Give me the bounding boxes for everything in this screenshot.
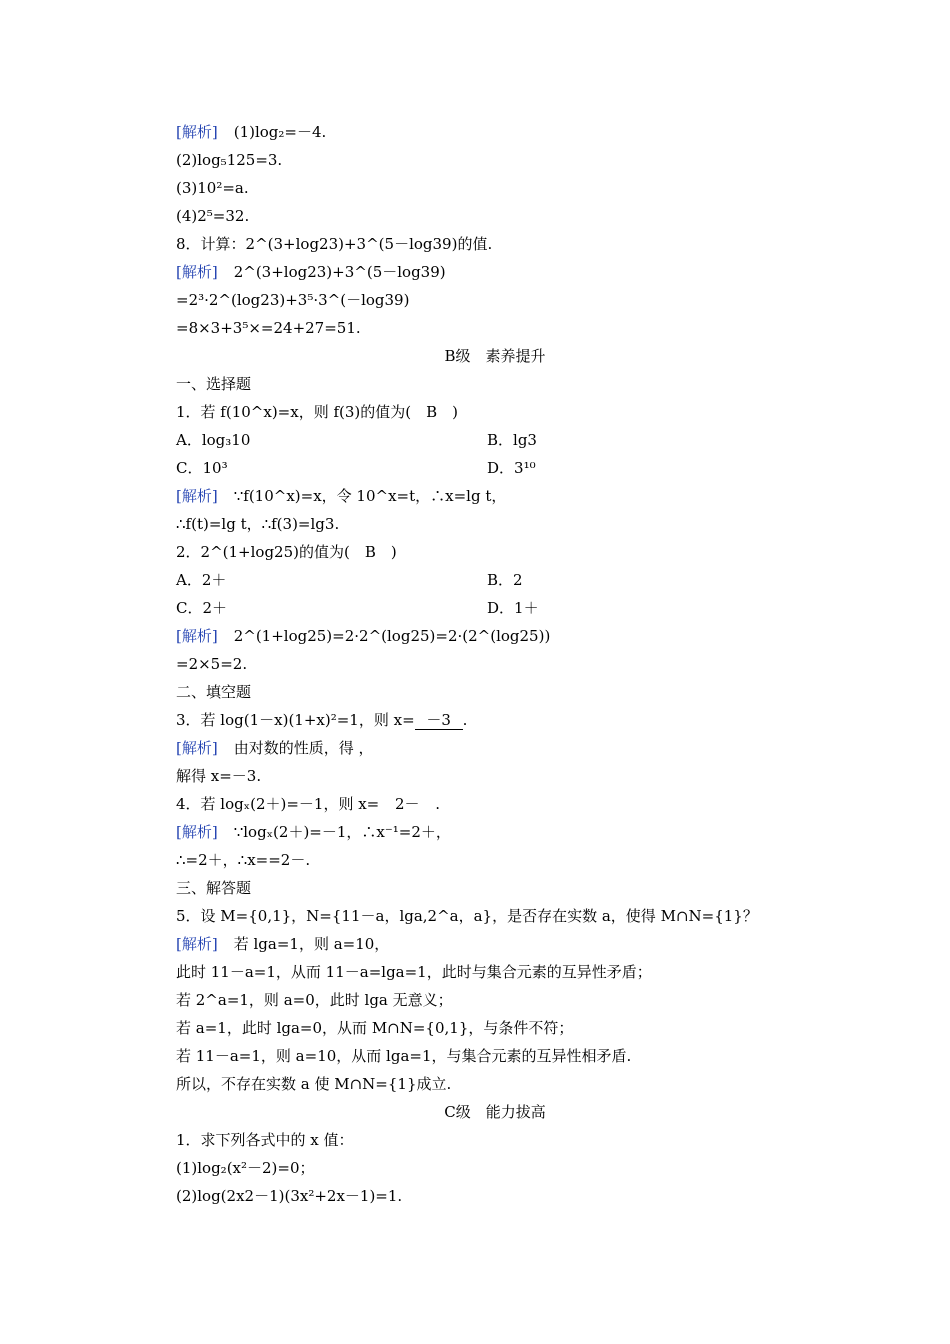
option-row	[176, 427, 537, 453]
subsection-heading: 三、解答题	[176, 879, 252, 897]
solution-line: 若 11－a=1，则 a=10，从而 lga=1，与集合元素的互异性相矛盾.	[176, 1047, 632, 1065]
solution-line: 所以，不存在实数 a 使 M∩N={1}成立.	[176, 1075, 452, 1093]
option-c: C．10³	[176, 459, 228, 477]
question-c1: 1．求下列各式中的 x 值：	[176, 1131, 354, 1149]
solution-tag: [解析]	[176, 627, 218, 645]
section-heading-b: B级 素养提升	[444, 347, 546, 365]
option-b: B．2	[487, 571, 523, 589]
solution-line: [解析] 由对数的性质，得 ，	[176, 739, 374, 757]
solution-line: [解析] 若 lga=1，则 a=10，	[176, 935, 390, 953]
solution-line: [解析] 2^(3+log23)+3^(5－log39)	[176, 263, 446, 281]
solution-line: (4)2⁵=32.	[176, 207, 250, 225]
answer-blank: －3	[415, 711, 463, 730]
question-8: 8．计算：2^(3+log23)+3^(5－log39)的值.	[176, 235, 493, 253]
solution-line: =2³·2^(log23)+3⁵·3^(－log39)	[176, 291, 410, 309]
section-heading-c: C级 能力拔高	[444, 1103, 546, 1121]
solution-line: [解析] ∵f(10^x)=x，令 10^x=t，∴x=lg t，	[176, 487, 507, 505]
solution-tag: [解析]	[176, 739, 218, 757]
option-d: D．1＋	[487, 599, 539, 617]
subsection-heading: 一、选择题	[176, 375, 252, 393]
solution-line: =2×5=2.	[176, 655, 248, 673]
solution-line: 此时 11－a=1，从而 11－a=lga=1，此时与集合元素的互异性矛盾；	[176, 963, 652, 981]
option-c: C．2＋	[176, 599, 228, 617]
solution-line: [解析] (1)log₂=－4.	[176, 123, 327, 141]
solution-line: 若 2^a=1，则 a=0，此时 lga 无意义；	[176, 991, 453, 1009]
solution-line: 解得 x=－3.	[176, 767, 262, 785]
question-5: 5．设 M={0,1}，N={11－a，lga,2^a，a}，是否存在实数 a，使得 M∩N={1}？	[176, 907, 758, 925]
solution-line: (3)10²=a.	[176, 179, 249, 197]
solution-line: ∴=2＋，∴x==2－.	[176, 851, 311, 869]
solution-tag: [解析]	[176, 935, 218, 953]
question-c1-part1: (1)log₂(x²－2)=0；	[176, 1159, 315, 1177]
question-2: 2．2^(1+log25)的值为( B )	[176, 543, 397, 561]
question-1: 1．若 f(10^x)=x，则 f(3)的值为( B )	[176, 403, 459, 421]
solution-line: 若 a=1，此时 lga=0，从而 M∩N={0,1}，与条件不符；	[176, 1019, 574, 1037]
solution-tag: [解析]	[176, 487, 218, 505]
solution-line: [解析] ∵logₓ(2＋)=－1，∴x⁻¹=2＋，	[176, 823, 451, 841]
option-d: D．3¹⁰	[487, 459, 536, 477]
option-row	[176, 595, 539, 621]
option-row	[176, 455, 536, 481]
question-3: 3．若 log(1－x)(1+x)²=1，则 x= －3 .	[176, 711, 468, 729]
solution-tag: [解析]	[176, 263, 218, 281]
answer-blank: 2－	[394, 795, 420, 813]
solution-tag: [解析]	[176, 823, 218, 841]
solution-tag: [解析]	[176, 123, 218, 141]
subsection-heading: 二、填空题	[176, 683, 252, 701]
question-c1-part2: (2)log(2x2－1)(3x²+2x－1)=1.	[176, 1187, 403, 1205]
question-4: 4．若 logₓ(2＋)=－1，则 x= 2－ .	[176, 791, 440, 817]
option-row	[176, 567, 523, 593]
solution-line: [解析] 2^(1+log25)=2·2^(log25)=2·(2^(log25))	[176, 627, 551, 645]
option-b: B．lg3	[487, 431, 537, 449]
option-a: A．log₃10	[176, 431, 251, 449]
solution-line: =8×3+3⁵×=24+27=51.	[176, 319, 361, 337]
solution-line: ∴f(t)=lg t，∴f(3)=lg3.	[176, 515, 340, 533]
option-a: A．2＋	[176, 571, 227, 589]
solution-line: (2)log₅125=3.	[176, 151, 283, 169]
